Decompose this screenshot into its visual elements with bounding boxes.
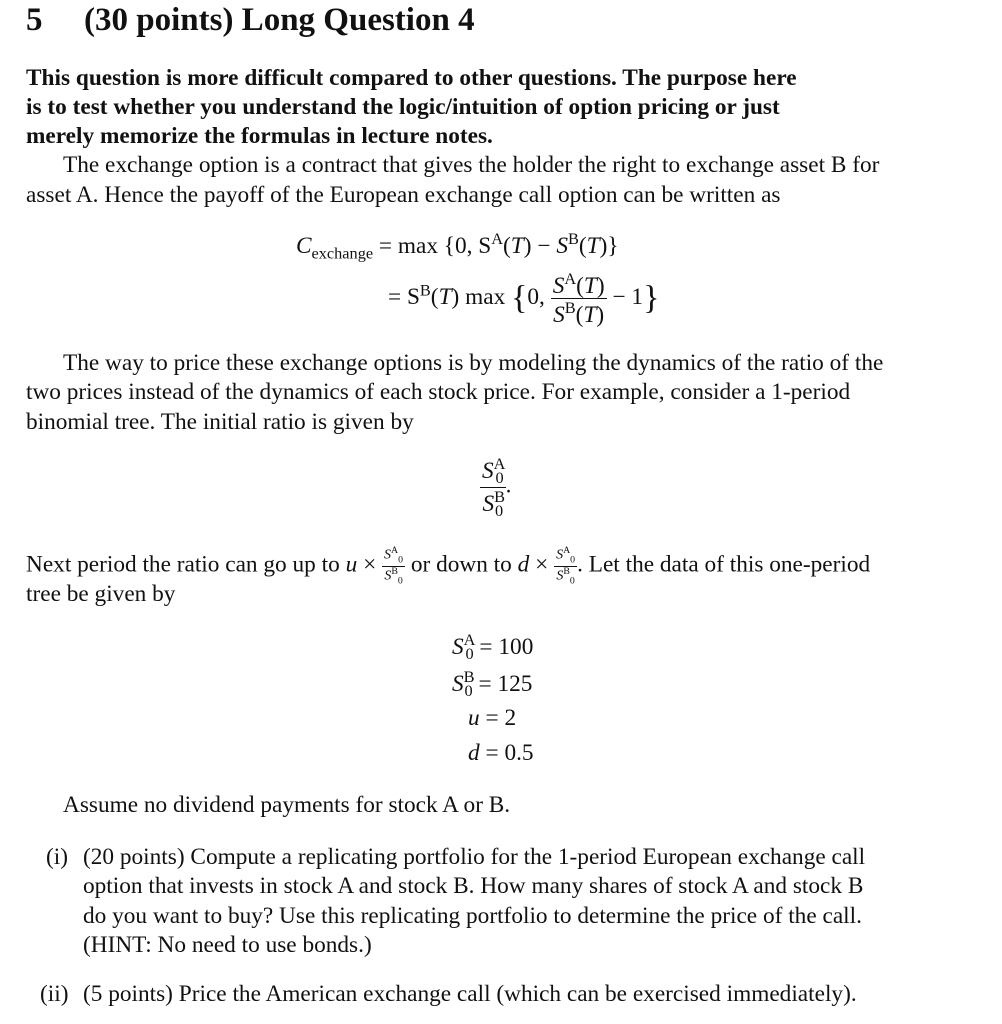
section-title: (30 points) Long Question 4 [84, 2, 475, 38]
max-expression: = max {0, S [378, 232, 492, 259]
para2-line-1: The way to price these exchange options is by modeling the dynamics of the ratio of the [63, 350, 884, 376]
intro-line-1: This question is more difficult compared to other questions. The purpose here [26, 65, 797, 91]
item-i-marker: (i) [46, 844, 68, 870]
para3-part3: . Let the data of this one-period [577, 551, 871, 578]
para3-part1: Next period the ratio can go up to [26, 551, 346, 578]
value-sa0: 100 [498, 633, 534, 660]
item-ii-marker: (ii) [40, 981, 69, 1007]
intro-line-3: merely memorize the formulas in lecture notes. [26, 123, 493, 149]
item-i-line-3: do you want to buy? Use this replicating portfolio to determine the price of the call. [83, 903, 862, 929]
data-row-sb0: $S^B_0 = 125$ [452, 667, 533, 701]
section-heading [26, 2, 475, 39]
para1-line-1: The exchange option is a contract that gives the holder the right to exchange asset B for [63, 152, 880, 178]
value-u: 2 [504, 705, 517, 731]
eq2-one: 1 [631, 284, 644, 311]
item-i-line-1: (20 points) Compute a replicating portfolio for the 1-period European exchange call [83, 844, 866, 870]
ratio-fraction: $\frac{S^A(T)}{S^B(T)}$ [552, 269, 605, 328]
para3-line-2: tree be given by [26, 581, 176, 607]
data-row-u: u = 2 [468, 705, 517, 731]
assumption-text: Assume no dividend payments for stock A or B. [63, 792, 511, 818]
intro-line-2: is to test whether you understand the logic/intuition of option pricing or just [26, 94, 780, 120]
payoff-equation-line-1: $C_{exchange} = \max \{0$, $S^A(T) - S^B(T)$} [296, 229, 619, 263]
data-row-d: d = 0.5 [468, 740, 534, 766]
para3-line-1: Next period the ratio can go up to u × $\frac{S^A_0}{S^B_0}$ or down to d × $\frac{S^A_0}{S^B_0}$ . Let the data of this one-period [26, 545, 871, 587]
payoff-equation-line-2: = $S^B(T)$ max {0, $\frac{S^A(T)}{S^B(T)}$ − 1} [388, 269, 660, 328]
value-sb0: 125 [497, 670, 533, 697]
para2-line-3: binomial tree. The initial ratio is given by [26, 409, 414, 435]
para1-line-2: asset A. Hence the payoff of the European exchange call option can be written as [26, 182, 781, 208]
initial-ratio: $\frac{S^A_0}{S^B_0}$ . [482, 454, 512, 520]
item-i-line-4: (HINT: No need to use bonds.) [83, 932, 372, 958]
section-number: 5 [26, 2, 43, 38]
para3-part2: or down to [410, 551, 518, 578]
call-subscript: exchange [311, 243, 374, 263]
data-row-sa0: $S^A_0 = 100$ [452, 630, 534, 664]
item-ii-line-1: (5 points) Price the American exchange call (which can be exercised immediately). [83, 981, 857, 1007]
eq2-prefix: = S [388, 284, 420, 311]
call-symbol: C [296, 232, 312, 259]
value-d: 0.5 [504, 740, 534, 766]
para2-line-2: two prices instead of the dynamics of each stock price. For example, consider a 1-period [26, 379, 851, 405]
item-i-line-2: option that invests in stock A and stock B. How many shares of stock A and stock B [83, 873, 864, 899]
